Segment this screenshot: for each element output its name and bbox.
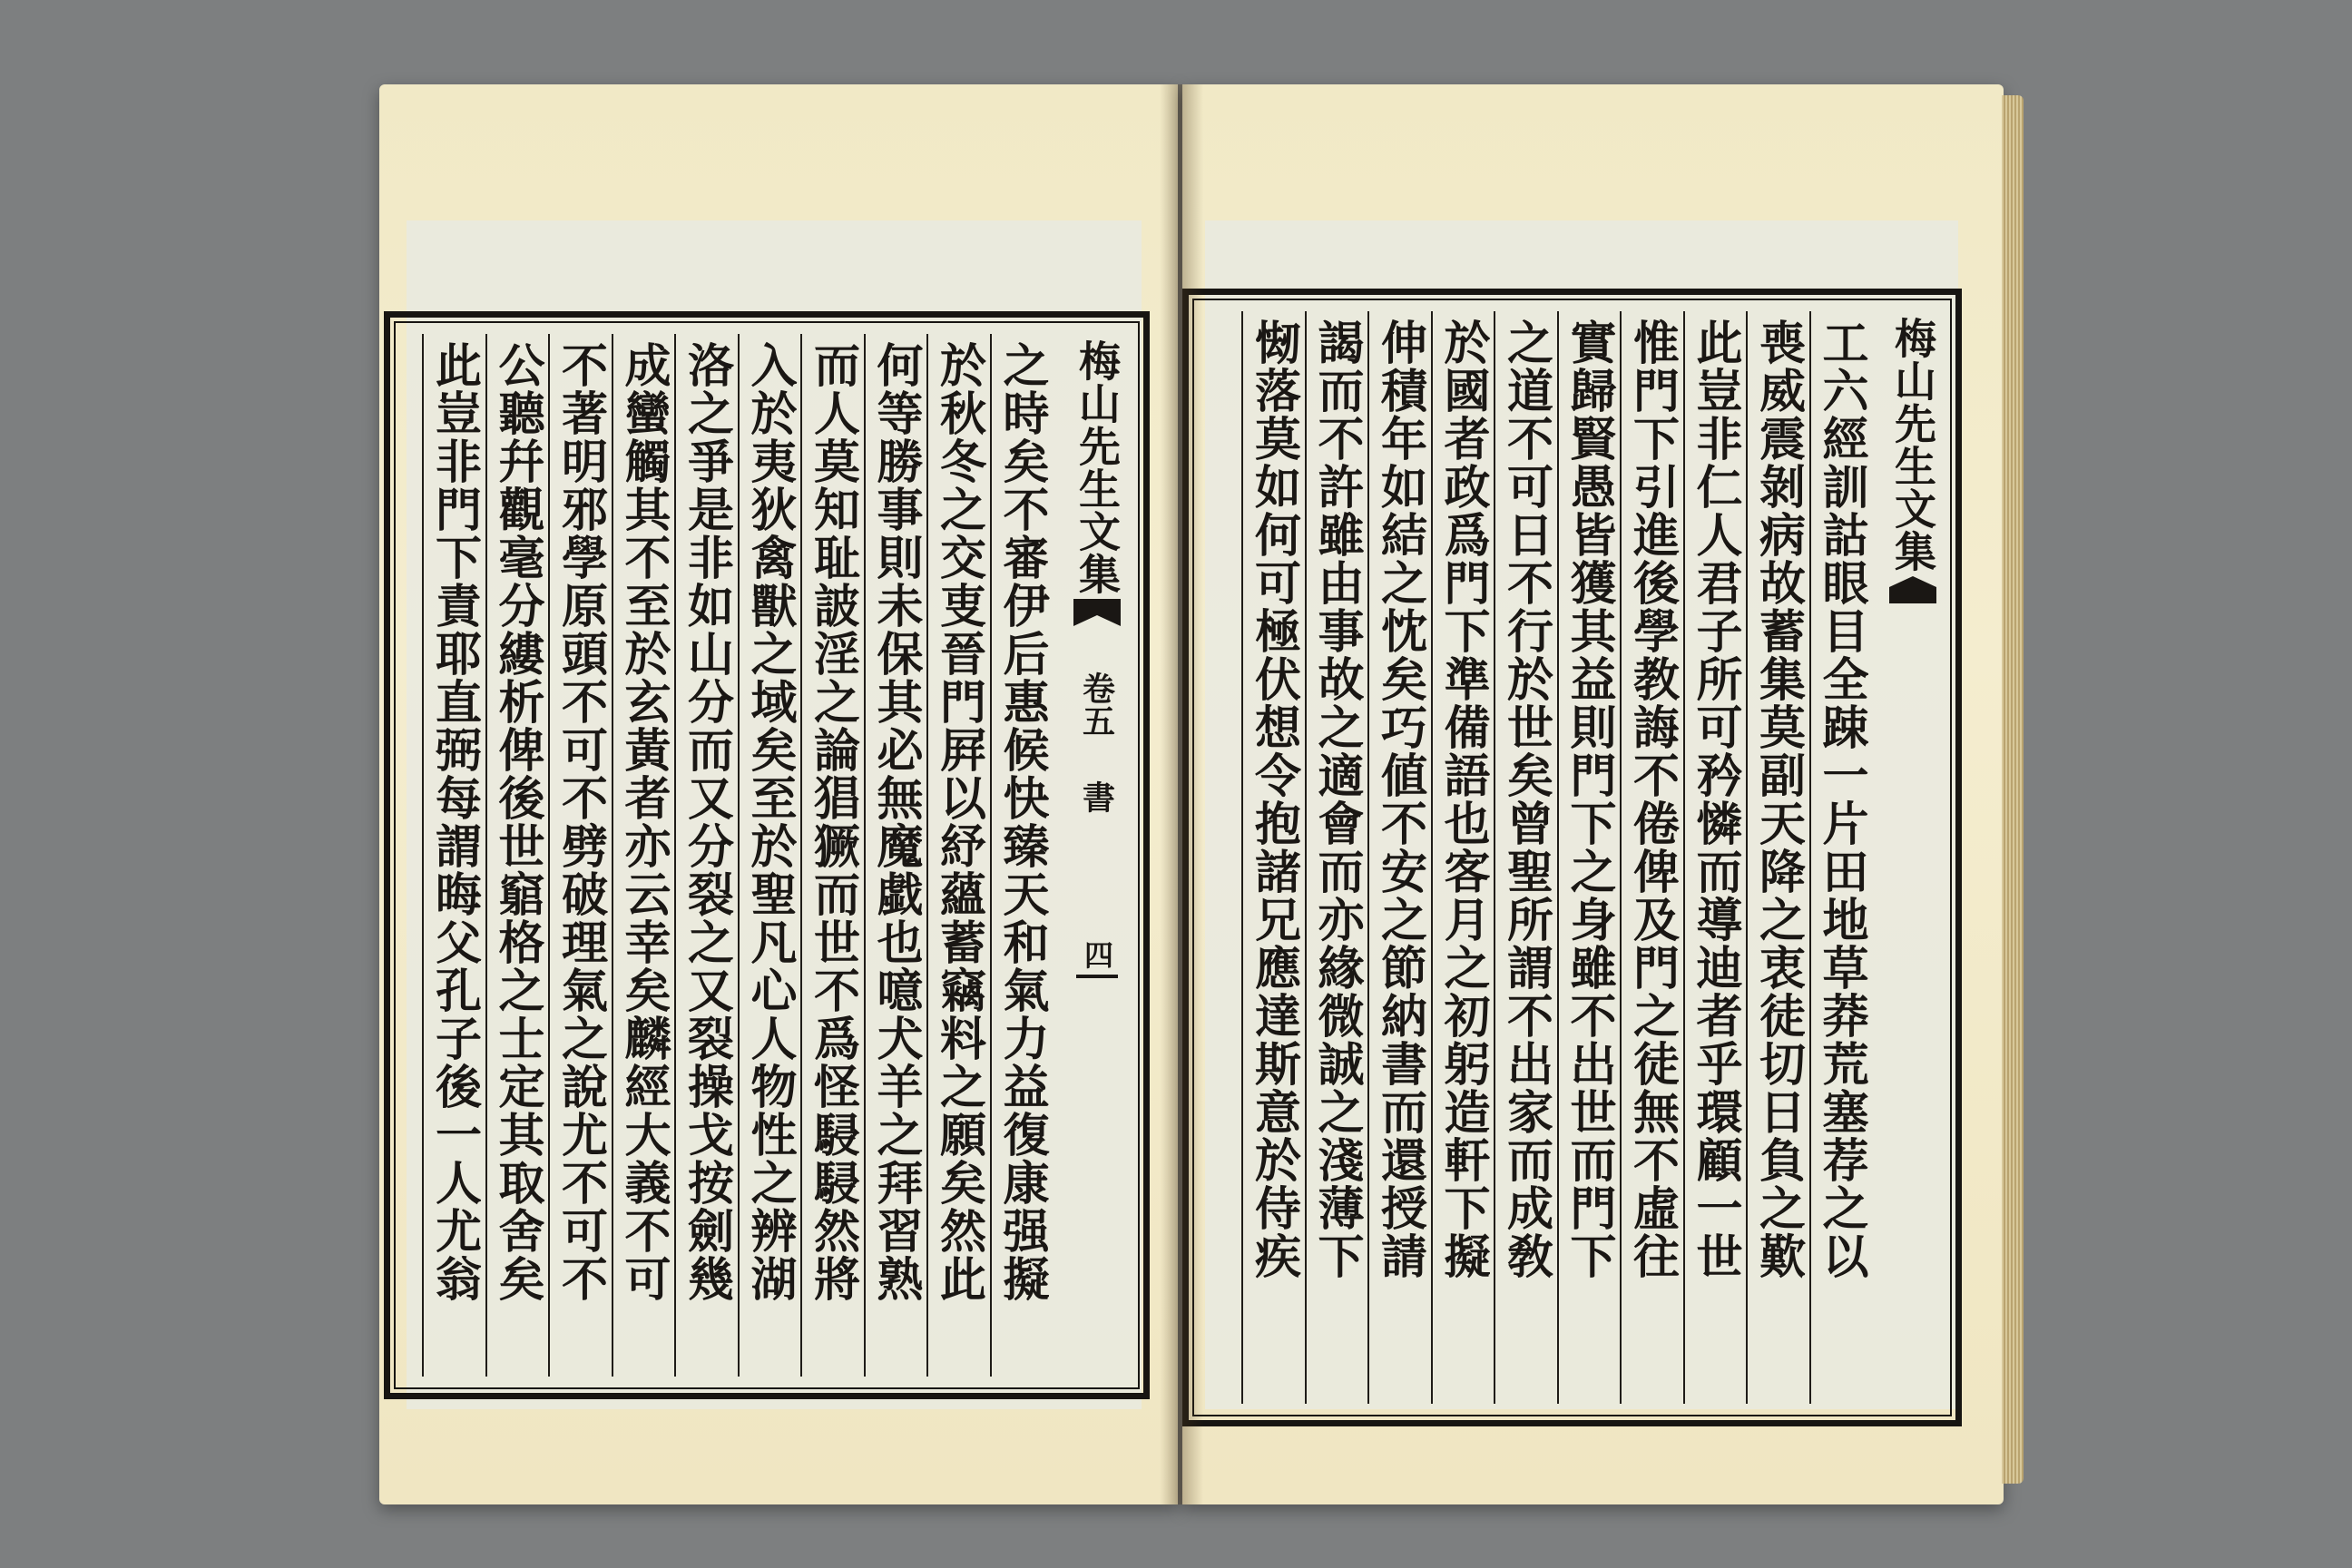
- text-column: 惟門下引進後學教誨不倦俾及門之徒無不虛往: [1620, 311, 1683, 1404]
- block-heart-left: [1065, 334, 1129, 1377]
- page-edges: [2002, 95, 2024, 1484]
- text-column: 此豈非仁人君子所可矜憐而導迪者乎環顧一世: [1683, 311, 1747, 1404]
- print-frame-right: [1182, 289, 1962, 1426]
- fish-tail-ornament: [1073, 599, 1121, 626]
- text-column: 不著明邪學原頭不可不劈破理氣之說尤不可不: [548, 334, 612, 1377]
- text-column: 成蠻觸其不至於玄黃者亦云幸矣麟經大義不可: [612, 334, 675, 1377]
- text-column: 伸積年如結之忱矣巧値不安之節納書而還授請: [1367, 311, 1431, 1404]
- volume-label: 卷五: [1077, 671, 1116, 737]
- banxin-rule: [1076, 975, 1118, 978]
- banxin-title: 梅山先生文集: [1073, 339, 1122, 595]
- text-column: 公聽幷觀毫分縷析俾後世竆格之士定其取舍矣: [485, 334, 549, 1377]
- text-column: 入於夷狄禽獸之域矣至於聖凡心人物性之辨湖: [738, 334, 801, 1377]
- text-column: 之道不可日不行於世矣曾聖所謂不出家而成敎: [1494, 311, 1557, 1404]
- text-columns-right: [1203, 311, 1872, 1404]
- text-column: 實歸賢愚皆獲其益則門下之身雖不出世而門下: [1557, 311, 1621, 1404]
- text-column: 洛之爭是非如山分而又分裂之又裂操戈按劍幾: [674, 334, 738, 1377]
- block-heart-right: [1881, 311, 1945, 1404]
- right-page: [1182, 84, 2004, 1504]
- text-column: 工六經訓詁眼目全踈一片田地草莽荒塞荐之以: [1809, 311, 1873, 1404]
- text-columns-left: [405, 334, 1053, 1377]
- left-page: [379, 84, 1178, 1504]
- text-column: 謁而不許雖由事故之適會而亦緣微誠之淺薄下: [1305, 311, 1368, 1404]
- print-frame-left: [384, 311, 1150, 1399]
- banxin-title: 梅山先生文集: [1888, 317, 1937, 573]
- fish-tail-ornament: [1889, 576, 1936, 603]
- text-column: 喪威震剝病故蓄集莫副天降之衷徒切日負之歎: [1746, 311, 1809, 1404]
- text-column: 此豈非門下責耶直弼每謂晦父孔子後一人尤翁: [422, 334, 485, 1377]
- text-column: 而人莫知耻詖淫之論猖獗而世不爲怪駸駸然將: [800, 334, 864, 1377]
- text-column: 㥘落莫如何可極伏想令抱諸兄應達斯意於侍疾: [1241, 311, 1305, 1404]
- text-column: 於秋冬之交叓晉門屛以紓蘊蓄竊料之願矣然此: [926, 334, 990, 1377]
- leaf-number: 四: [1080, 940, 1114, 969]
- genre-label: 書: [1077, 780, 1116, 813]
- text-column: 於國者政爲門下準備語也客月之初躬造軒下擬: [1431, 311, 1494, 1404]
- open-book: [379, 84, 2004, 1504]
- text-column: 之時矣不審伊后惠候快臻天和氣力益復康强擬: [990, 334, 1054, 1377]
- text-column: 何等勝事則未保其必無魔戱也噫犬羊之拜習熟: [864, 334, 927, 1377]
